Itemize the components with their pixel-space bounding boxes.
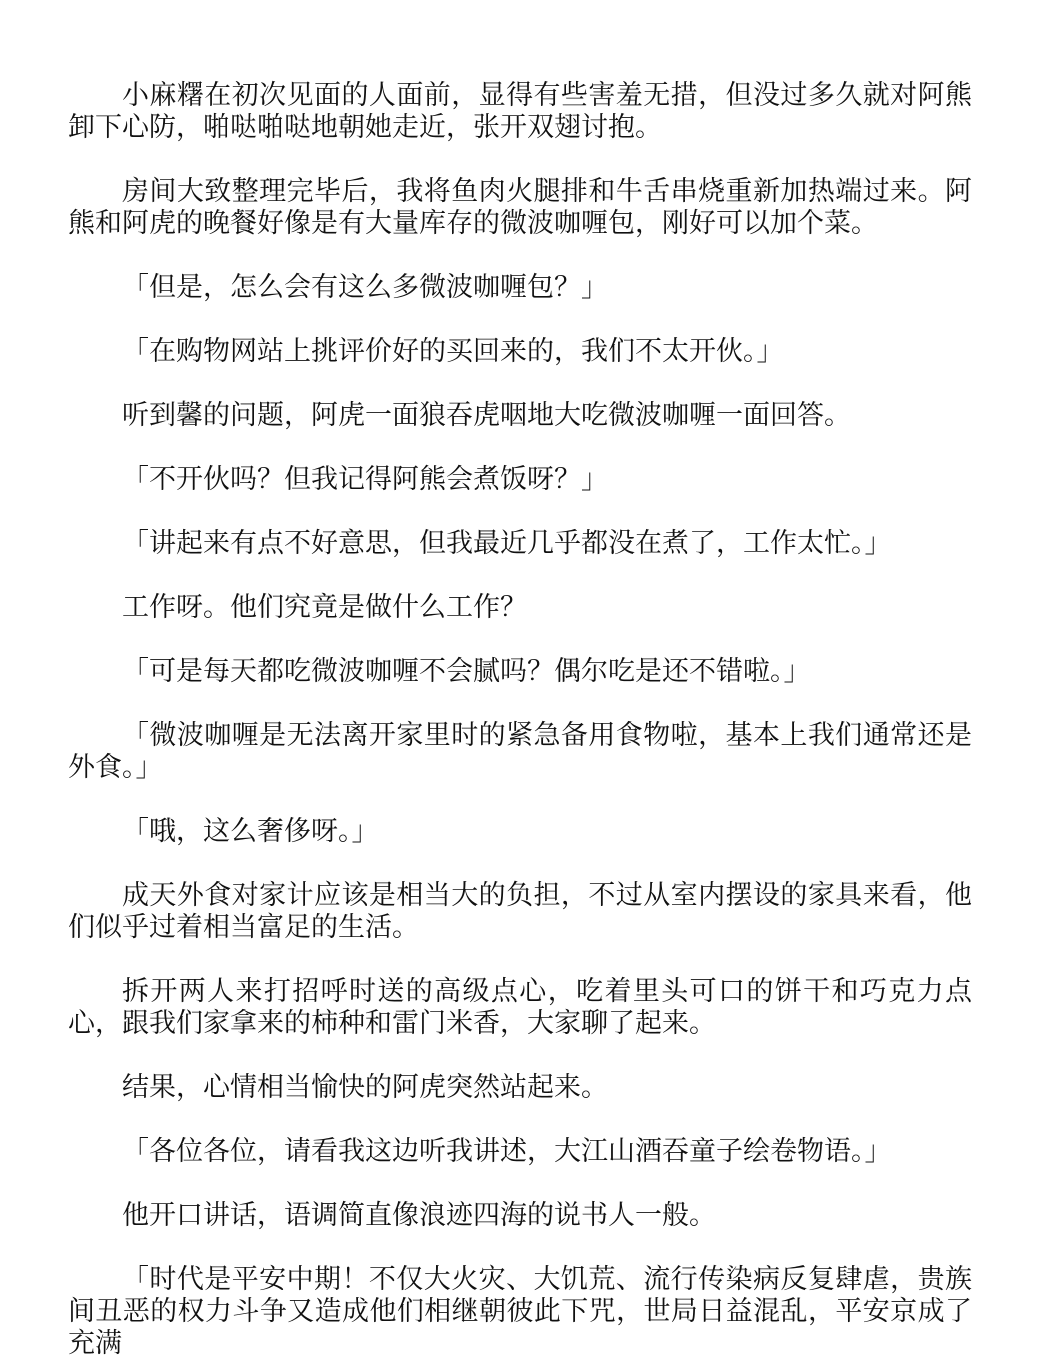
paragraph: 「时代是平安中期！不仅大火灾、大饥荒、流行传染病反复肆虐，贵族间丑恶的权力斗争又造成他们相继朝彼此下咒，世局日益混乱，平安京成了充满 bbox=[68, 1264, 972, 1359]
paragraph: 结果，心情相当愉快的阿虎突然站起来。 bbox=[122, 1072, 608, 1103]
paragraph: 他开口讲话，语调简直像浪迹四海的说书人一般。 bbox=[122, 1200, 716, 1231]
paragraph: 工作呀。他们究竟是做什么工作？ bbox=[122, 592, 527, 623]
document-page bbox=[68, 80, 972, 1360]
paragraph: 小麻糬在初次见面的人面前，显得有些害羞无措，但没过多久就对阿熊卸下心防，啪哒啪哒地朝她走近，张开双翅讨抱。 bbox=[68, 80, 972, 143]
paragraph: 「但是，怎么会有这么多微波咖喱包？」 bbox=[122, 272, 608, 303]
paragraph: 房间大致整理完毕后，我将鱼肉火腿排和牛舌串烧重新加热端过来。阿熊和阿虎的晚餐好像是有大量库存的微波咖喱包，刚好可以加个菜。 bbox=[68, 176, 972, 239]
paragraph: 成天外食对家计应该是相当大的负担，不过从室内摆设的家具来看，他们似乎过着相当富足的生活。 bbox=[68, 880, 972, 943]
paragraph: 「可是每天都吃微波咖喱不会腻吗？偶尔吃是还不错啦。」 bbox=[122, 656, 811, 687]
paragraph: 「微波咖喱是无法离开家里时的紧急备用食物啦，基本上我们通常还是外食。」 bbox=[68, 720, 972, 783]
paragraph: 拆开两人来打招呼时送的高级点心，吃着里头可口的饼干和巧克力点心，跟我们家拿来的柿种和雷门米香，大家聊了起来。 bbox=[68, 976, 972, 1039]
paragraph: 「不开伙吗？但我记得阿熊会煮饭呀？」 bbox=[122, 464, 608, 495]
paragraph: 「哦，这么奢侈呀。」 bbox=[122, 816, 379, 847]
paragraph: 「在购物网站上挑评价好的买回来的，我们不太开伙。」 bbox=[122, 336, 784, 367]
paragraph: 「各位各位，请看我这边听我讲述，大江山酒吞童子绘卷物语。」 bbox=[122, 1136, 892, 1167]
paragraph: 听到馨的问题，阿虎一面狼吞虎咽地大吃微波咖喱一面回答。 bbox=[122, 400, 851, 431]
paragraph: 「讲起来有点不好意思，但我最近几乎都没在煮了，工作太忙。」 bbox=[122, 528, 892, 559]
